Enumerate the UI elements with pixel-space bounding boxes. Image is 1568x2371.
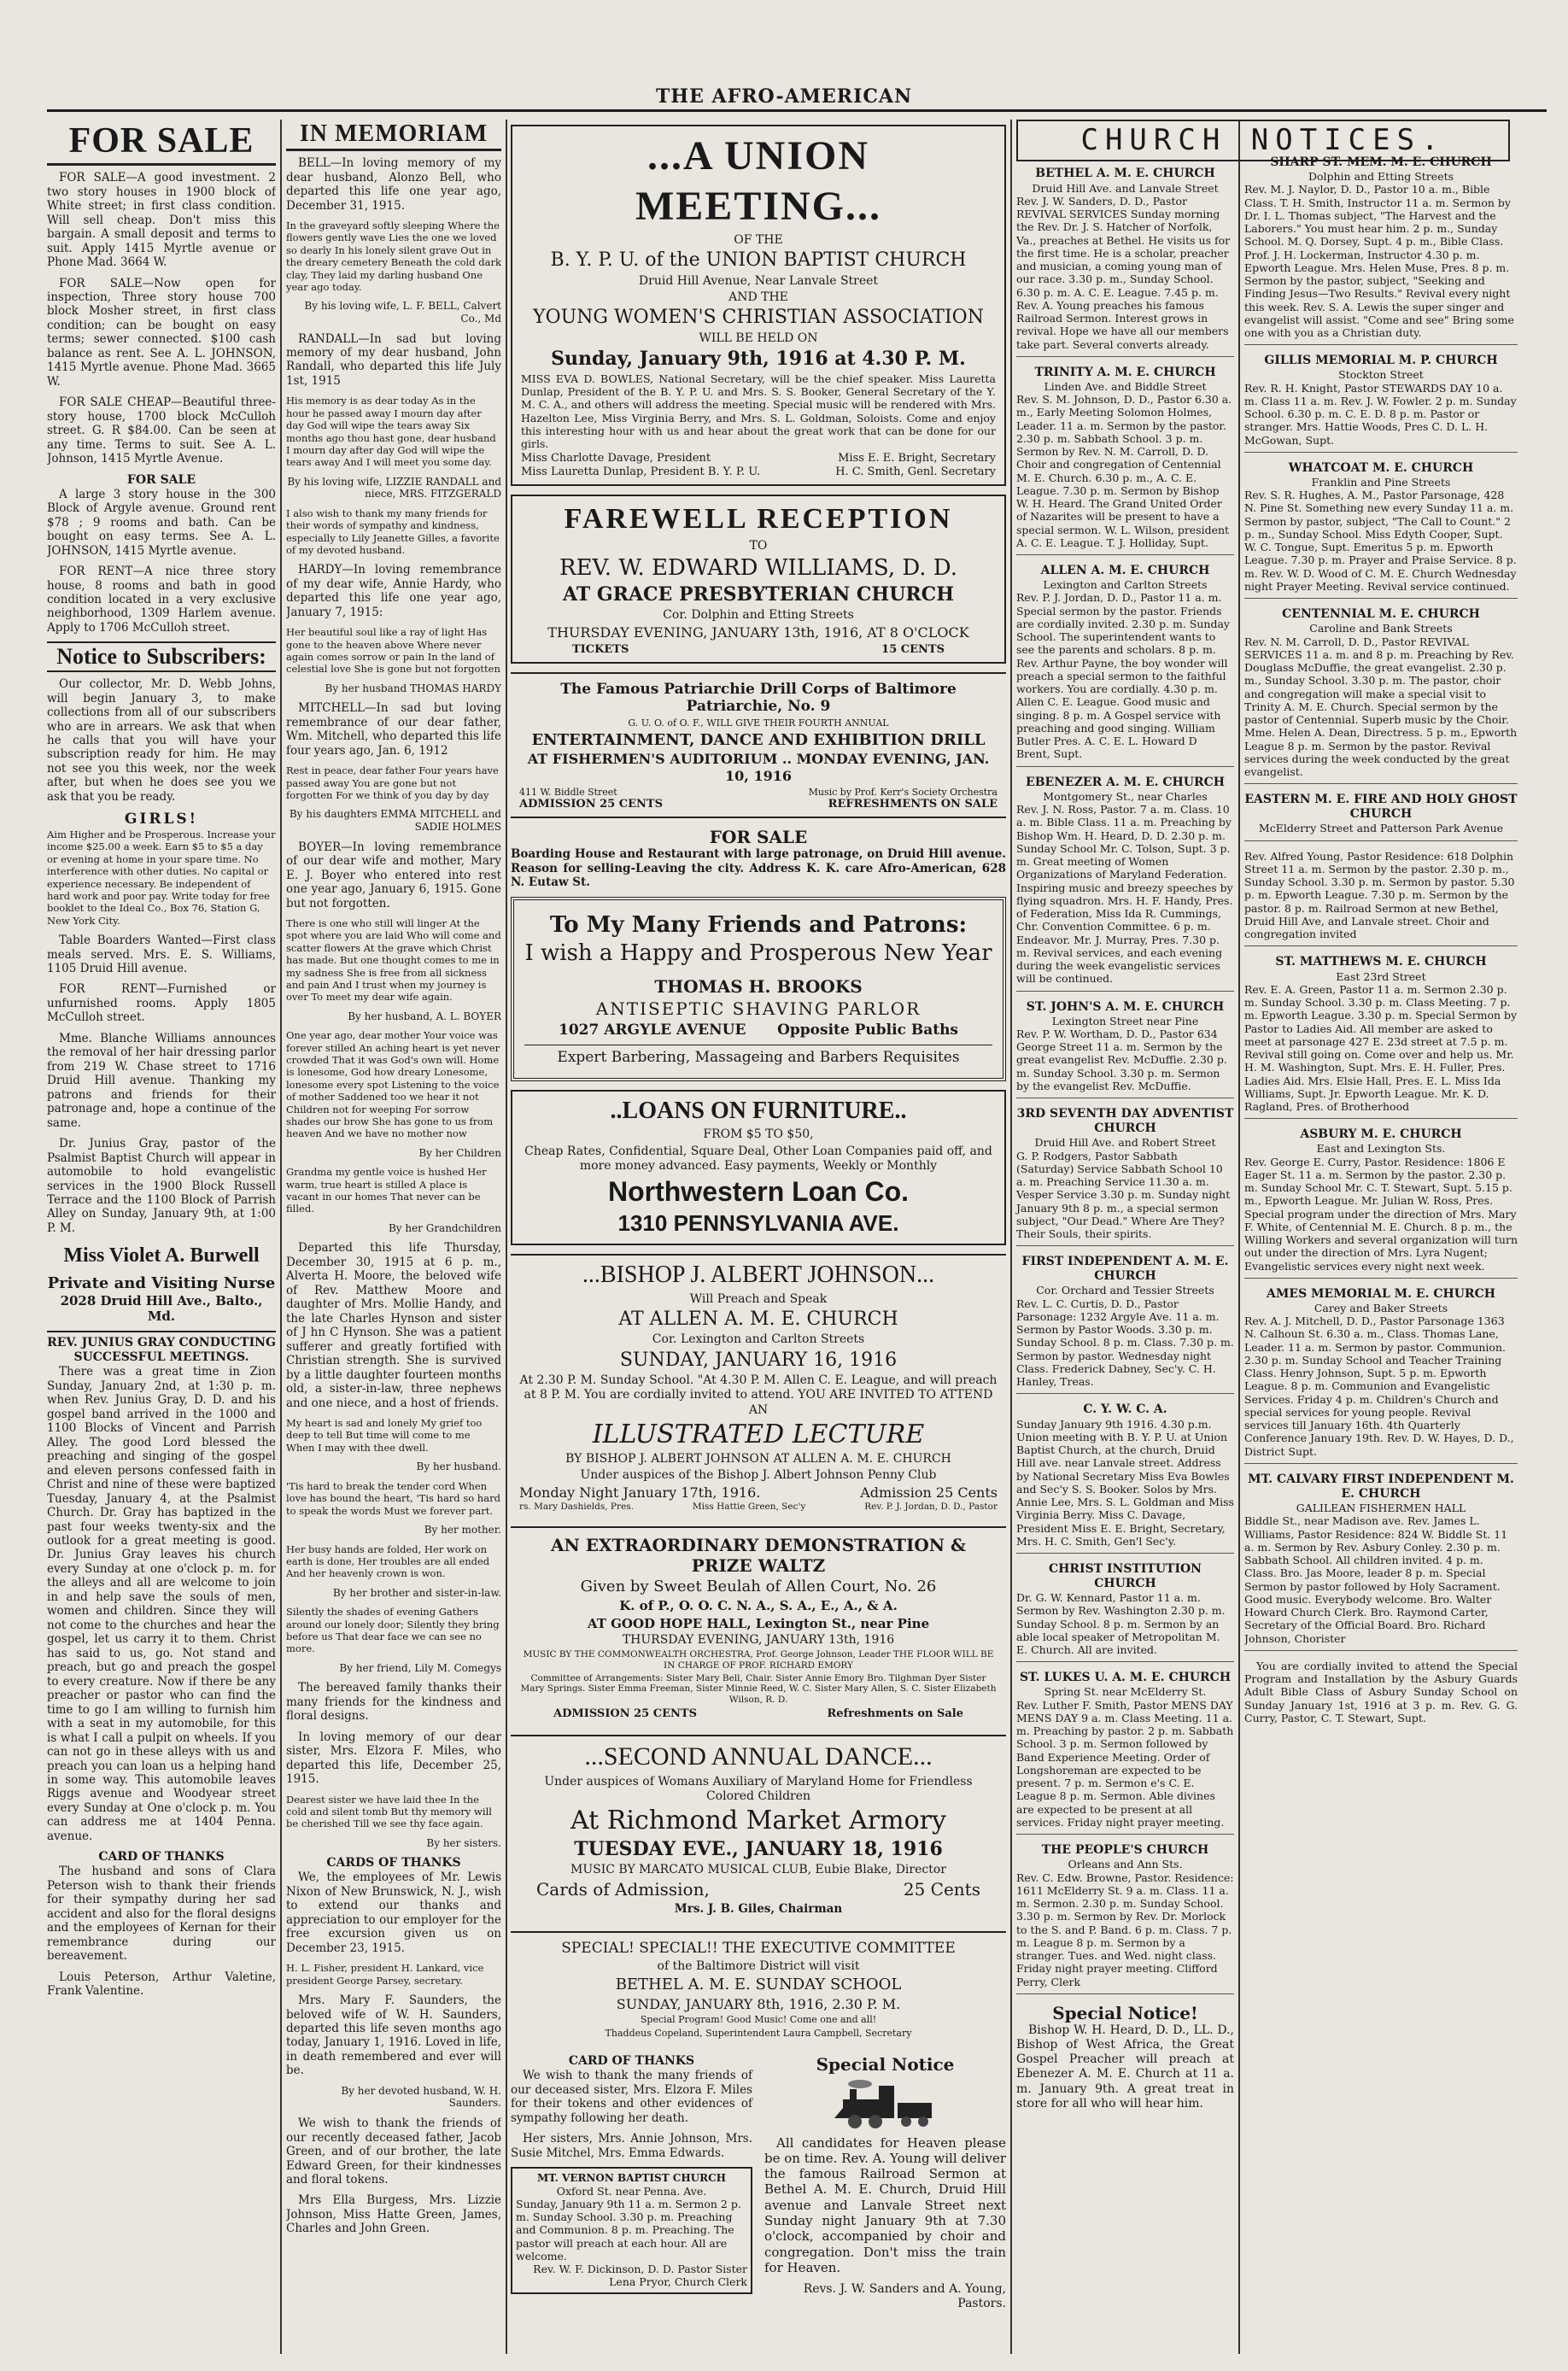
church-body: Rev. R. H. Knight, Pastor STEWARDS DAY 10 a. m. Class 11 a. m. Rev. J. W. Fowler. 2 p. m. Sunday School. 6.30 p. m. C. E. D. 8 p. m. Pastor or stranger. Mrs. Hattie Woods, Pres C. D. L. H. McGowan, Supt. — [1244, 381, 1517, 447]
church-body: Rev. P. W. Wortham, D. D., Pastor 634 George Street 11 a. m. Sermon by the great evangelist Rev. McDuffie. 2.30 p. m. Sunday School. 3.30 p. m. Sermon by the evangelist Rev. McDuffie. — [1016, 1027, 1227, 1092]
church-address: Caroline and Bank Streets — [1309, 622, 1453, 635]
church-entry — [1244, 850, 1518, 947]
sale-heading: FOR SALE — [709, 826, 808, 847]
dance-price: 25 Cents — [903, 1879, 980, 1900]
farewell-date: THURSDAY EVENING, JANUARY 13th, 1916, AT 8 O'CLOCK — [547, 624, 969, 641]
church-body: Sunday January 9th 1916. 4.30 p.m. Union meeting with B. Y. P. U. at Union Baptist Church, at the church, Druid Hill ave. near Lanvale street. Address by National Secretary Miss Eva Bowles and Sec'y S. S. Booker. Solos by Mrs. Annie Lee, Mrs. S. L. Goldman and Miss Virginia Berry. Miss C. Davage, President Miss E. E. Bright, Secretary, Mrs. H. C. Smith, Gen'l Sec'y. — [1016, 1417, 1234, 1548]
church-name: ST. LUKES U. A. M. E. CHURCH — [1019, 1671, 1232, 1685]
church-entry — [1244, 793, 1518, 840]
church-entry — [1016, 167, 1234, 356]
thanks-signature: H. L. Fisher, president H. Lankard, vice president George Parsey, secretary. — [286, 1962, 484, 1987]
dance-place: At Richmond Market Armory — [570, 1805, 946, 1835]
union-address: Druid Hill Avenue, Near Lanvale Street — [638, 274, 879, 288]
memoriam-verse: Her beautiful soul like a ray of light Has gone to the heaven above Where never again comes sorrow or pain In the land of celestial love She is gone but not forgotten — [286, 626, 500, 676]
church-body: Rev. Luther F. Smith, Pastor MENS DAY MENS DAY 9 a. m. Class Meeting. 11 a. m. Preaching by pastor. 2 p. m. Sabbath School. 3 p. m. Sermon followed by Band Experience Meeting. Order of Longshoreman are expected to be present. 7 p. m. Sermon e's C. E. League 8 p. m. Sermon. Able divines are expected to be present at all services. Friday night prayer meeting. — [1016, 1698, 1234, 1829]
column-church-notices-2 — [1244, 155, 1518, 2354]
brooks-name: THOMAS H. BROOKS — [654, 976, 863, 998]
church-body: Rev. S. R. Hughes, A. M., Pastor Parsonage, 428 N. Pine St. Something new every Sunday 11 a. m. Sermon by pastor, subject, "The Call to Count." 2 p. m., Sunday School. Miss Edyth Cooper, Supt. W. C. Tongue, Supt. Emeritus 5 p. m. Epworth League. 7.30 p. m. Prayer and Praise Service. 8 p. m. Rev. W. D. Wood of C. M. E. Church Wednesday night Prayer Meeting. Revival service continued. — [1244, 489, 1517, 593]
thanks-body: We wish to thank the friends of our recently deceased father, Jacob Green, and of our brother, the late Edward Green, for their kindnesses and floral tokens. — [286, 2116, 501, 2187]
brooks-ad — [511, 897, 1006, 1082]
farewell-title: FAREWELL RECEPTION — [564, 503, 953, 536]
church-body: Biddle St., near Madison ave. Rev. James L. Williams, Pastor Residence: 824 W. Biddle St. 11 a. m. Sermon by Rev. Asbury Conley. 2.30 p. m. Sabbath School. All children invited. 4 p. m. Class. Bro. Jas Moore, leader 8 p. m. Special Sermon by pastor followed by Holy Sacrament. Good music. Everybody welcome. Bro. Walter Howard Church Clerk. Bro. Raymond Carter, Secretary of the Official Board. Bro. Richard Johnson, Chorister — [1244, 1514, 1508, 1645]
card-body: We wish to thank the many friends of our deceased sister, Mrs. Elzora F. Miles for their tokens and other evidences of sympathy following her death. — [511, 2069, 752, 2125]
church-entry — [1016, 366, 1234, 555]
union-meeting-ad — [511, 125, 1006, 486]
top-rule — [47, 109, 1547, 112]
union-sig: Miss Lauretta Dunlap, President B. Y. P. U. — [521, 465, 761, 479]
union-sig: H. C. Smith, Genl. Secretary — [835, 465, 996, 479]
sale-body: Boarding House and Restaurant with large patronage, on Druid Hill avenue. Reason for selling-Leaving the city. Address K. K. care Afro-American, 628 N. Eutaw St. — [511, 847, 1006, 890]
church-entry — [1016, 1562, 1234, 1662]
church-address: Cor. Orchard and Tessier Streets — [1036, 1284, 1214, 1297]
church-name: ALLEN A. M. E. CHURCH — [1040, 564, 1210, 578]
church-name: FIRST INDEPENDENT A. M. E. CHURCH — [1021, 1255, 1229, 1284]
vernon-body: Sunday, January 9th 11 a. m. Sermon 2 p. m. Sunday School. 3.30 p. m. Preaching and Communion. 8 p. m. Preaching. The pastor will preach at each hour. All are welcome. — [516, 2197, 741, 2263]
church-address: Stockton Street — [1338, 368, 1424, 382]
church-notices-header: CHURCH NOTICES. — [1016, 120, 1510, 161]
church-name: SHARP ST. MEM. M. E. CHURCH — [1270, 155, 1492, 169]
special-notice — [764, 2054, 1006, 2318]
bishop-title: ...BISHOP J. ALBERT JOHNSON... — [582, 1262, 935, 1289]
memoriam-note: I also wish to thank my many friends for their words of sympathy and kindness, especially to Lily Jeanette Gilles, a favorite of my devoted husband. — [286, 506, 500, 557]
church-entry — [1244, 461, 1518, 599]
church-body: Rev. L. C. Curtis, D. D., Pastor Parsonage: 1232 Argyle Ave. 11 a. m. Sermon by Pastor Woods. 3.30 p. m. Sunday School. 8 p. m. Class. 7.30 p. m. Sermon by pastor. Wednesday night Class. Frederick Dabney, Sec'y. C. H. Hanley, Treas. — [1016, 1297, 1234, 1389]
farewell-price: 15 CENTS — [881, 642, 945, 656]
union-org: B. Y. P. U. of the UNION BAPTIST CHURCH — [550, 249, 967, 272]
church-entry — [1016, 776, 1234, 992]
church-name: AMES MEMORIAL M. E. CHURCH — [1267, 1286, 1495, 1301]
nurse-title: Private and Visiting Nurse — [47, 1273, 276, 1292]
brooks-line2: I wish a Happy and Prosperous New Year — [524, 940, 992, 967]
bishop-address: Cor. Lexington and Carlton Streets — [652, 1332, 865, 1347]
card-title: CARD OF THANKS — [568, 2054, 695, 2069]
church-list — [1244, 155, 1518, 1651]
church-entry — [1016, 1255, 1234, 1394]
memoriam-verse: Rest in peace, dear father Four years have passed away You are gone but not forgotten For we think of you day by day — [286, 764, 499, 802]
church-entry — [1244, 155, 1518, 345]
church-entry — [1244, 955, 1518, 1119]
bishop-auspices: Under auspices of the Bishop J. Albert Johnson Penny Club — [580, 1468, 937, 1483]
dance-cards: Cards of Admission, — [536, 1879, 710, 1900]
church-address: Lexington Street near Pine — [1051, 1014, 1199, 1027]
memoriam-signature: By her devoted husband, W. H. Saunders. — [341, 2084, 501, 2110]
memoriam-signature: By his loving wife, LIZZIE RANDALL and niece, MRS. FITZGERALD — [287, 475, 501, 501]
memoriam-verse: His memory is as dear today As in the hour he passed away I mourn day after day God will wipe the tears away Six months ago thou hast gone, dear husband I mourn day after day God will wipe the tears away And I will meet you some day. — [286, 395, 496, 469]
waltz-place: AT GOOD HOPE HALL, Lexington St., near Pine — [587, 1615, 930, 1631]
notice-body: All candidates for Heaven please be on time. Rev. A. Young will deliver the famous Railroad Sermon at Bethel A. M. E. Church, Druid Hill avenue and Lanvale Street next Sunday night January 9th at 7.30 o'clock, accompanied by choir and congregation. Don't miss the train for Heaven. — [764, 2134, 1006, 2275]
memoriam-heading: IN MEMORIAM — [286, 120, 501, 151]
church-entry — [1016, 1402, 1234, 1554]
column-events — [511, 120, 1006, 2354]
loans-from: FROM $5 TO $50, — [703, 1127, 814, 1142]
church-address: Montgomery St., near Charles — [1043, 789, 1208, 803]
bishop-sig: Miss Hattie Green, Sec'y — [692, 1501, 806, 1512]
bishop-date: SUNDAY, JANUARY 16, 1916 — [619, 1349, 898, 1371]
church-name: EBENEZER A. M. E. CHURCH — [1026, 775, 1225, 789]
special-sig: Thaddeus Copeland, Superintendent Laura Campbell, Secretary — [605, 2027, 912, 2039]
church-name: CENTENNIAL M. E. CHURCH — [1282, 607, 1480, 622]
dance-title: ...SECOND ANNUAL DANCE... — [584, 1742, 933, 1771]
classified-ad: FOR SALE CHEAP—Beautiful three-story house, 1700 block McCulloh street. G. R $84.00. Can be seen at any time. Terms to suit. See A. L. Johnson, 1415 Myrtle Avenue. — [47, 395, 276, 466]
classified-ad: FOR RENT—Furnished or unfurnished rooms. Apply 1805 McCulloh street. — [47, 982, 276, 1025]
special-notice-title: Special Notice! — [1052, 2002, 1198, 2023]
article-headline: REV. JUNIUS GRAY CONDUCTING SUCCESSFUL MEETINGS. — [47, 1331, 276, 1365]
loans-body: Cheap Rates, Confidential, Square Deal, Other Loan Companies paid off, and more money advanced. Easy payments, Weekly or Monthly — [524, 1144, 992, 1173]
church-entry — [1244, 1472, 1518, 1651]
memoriam-verse: My heart is sad and lonely My grief too deep to tell But time will come to me When I may with thee dwell. — [286, 1417, 483, 1454]
dance-auspices: Under auspices of Womans Auxiliary of Maryland Home for Friendless Colored Children — [544, 1774, 973, 1803]
church-body: Rev. P. J. Jordan, D. D., Pastor 11 a. m. Special sermon by the pastor. Friends are cordially invited. 2.30 p. m. Sunday School. The superintendent wants to see the parents and scholars. 8 p. m. Rev. Arthur Payne, the boy wonder will preach a special sermon to the faithful workers. You are cordially. 4.30 p. m. Allen C. E. League. Good music and singing. 8 p. m. A Gospel service with preaching and good singing. William Butler Pres. A. C. E. L. Howard D Brent, Supt. — [1016, 591, 1230, 761]
thanks-body: We, the employees of Mr. Lewis Nixon of New Brunswick, N. J., wish to extend our thanks and appreciation to our employer for the free excursion given us on December 23, 1915. — [286, 1870, 501, 1955]
thanks-heading: CARDS OF THANKS — [326, 1856, 461, 1870]
church-entry — [1244, 607, 1518, 784]
church-body: Rev. E. A. Green, Pastor 11 a. m. Sermon 2.30 p. m. Sunday School. 3.30 p. m. Class Meeting. 7 p. m. Epworth League. 3.30 p. m. Special Sermon by Pastor to Ladies Aid. All member are asked to meet at parsonage 427 E. 23d street at 7.5 p. m. Revival still going on. Come over and help us. Mr. H. M. Washington, Supt. Mrs. E. H. Fuller, Pres. Ladies Aid. Mrs. Elsie Hall, Pres. E. L. Miss Ida Williams, Supt. Jr. Epworth League. Mr. K. D. Ragland, Pres. of Brotherhood — [1244, 982, 1518, 1114]
waltz-date: THURSDAY EVENING, JANUARY 13th, 1916 — [622, 1633, 895, 1647]
article-body: There was a great time in Zion Sunday, January 2nd, at 1:30 p. m. when Rev. Junius Gray, D. D. and his gospel band arrived in the 1000 and 1100 Blocks of Vincent and Parrish Alley. The good Lord blessed the preaching and singing of the gospel and eleven persons confessed faith in Christ and nine of these were baptized Tuesday, January 4, at the Psalmist Church. Dr. Gray has baptized in the past four weeks twenty-six and the outlook for a great meeting is good. Dr. Junius Gray leaves his church every Sunday at one o'clock p. m. for the alleys and all are welcome to join in and help save the souls of men, women and children. Since they will not come to the churches and hear the gospel, let us carry it to them. Christ has said to us, go. Not stand and preach, but go and preach the gospel to every creature. Now if there be any preacher or pastor who can find the time to go I am willing to furnish him with a seat in my automobile, for this is what I call a pulpit on wheels. If you can not go in these alleys with us and preach you can loan us a helping hand in some way. This automobile leaves Riggs avenue and Woodyear street every Sunday at One o'clock p. m. You can address me at 1404 Penna. avenue. — [47, 1365, 276, 1843]
waltz-order: K. of P., O. O. C. N. A., S. A., E., A., & A. — [619, 1598, 898, 1614]
classified-ad: A large 3 story house in the 300 Block of Argyle avenue. Ground rent $78 ; 9 rooms and bath. Can be bought on easy terms. See A. L. JOHNSON, 1415 Myrtle avenue. — [47, 487, 276, 558]
memoriam-verse: Her busy hands are folded, Her work on earth is done, Her troubles are all ended And her heavenly crown is won. — [286, 1543, 490, 1580]
drill-refreshments: REFRESHMENTS ON SALE — [828, 797, 998, 811]
church-body: Rev. J. W. Sanders, D. D., Pastor REVIVAL SERVICES Sunday morning the Rev. Dr. J. S. Hatcher of Norfolk, Va., preaches at Bethel. He visits us for the first time. He is a scholar, preacher and musician, a coming young man of our race. 3.30 p. m., Sunday School. 6.30 p. m. A. C. E. League. 7.45 p. m. Rev. A. Young preaches his famous Railroad Sermon. Interest grows in revival. Hope we have all our members take part. Several converts already. — [1016, 194, 1231, 351]
church-entry — [1244, 1127, 1518, 1279]
dance-date: TUESDAY EVE., JANUARY 18, 1916 — [574, 1838, 943, 1861]
church-body: Rev. A. J. Mitchell, D. D., Pastor Parsonage 1363 N. Calhoun St. 6.30 a. m., Class. Thomas Lane, Leader. 11 a. m. Sermon by pastor. Communion. 2.30 p. m. Sunday School and Teacher Training Class. Henry Johnson, Supt. 5 p. m. Epworth League. 8 p. m. Communion and Evangelistic Services. Friday 4 p. m. Children's Church and special services for young people. Revival services till January 16th. 4th Quarterly Conference January 19th. Rev. D. W. Hayes, D. D., District Supt. — [1244, 1314, 1514, 1458]
church-address: East 23rd Street — [1336, 969, 1426, 983]
special-sub: of the Baltimore District will visit — [657, 1958, 860, 1973]
church-entry — [1016, 1671, 1234, 1835]
notice-signature: Revs. J. W. Sanders and A. Young, Pastors. — [803, 2282, 1006, 2311]
church-entry — [1244, 1287, 1518, 1464]
drill-event: ENTERTAINMENT, DANCE AND EXHIBITION DRILL — [531, 730, 986, 749]
church-entry — [1016, 564, 1234, 767]
memoriam-signature: By her friend, Lily M. Comegys — [339, 1661, 501, 1674]
loans-name: Northwestern Loan Co. — [607, 1175, 909, 1207]
memoriam-verse: Silently the shades of evening Gathers around our lonely door; Silently they bring before us That dear face we can see no more. — [286, 1606, 500, 1655]
waltz-title: AN EXTRAORDINARY DEMONSTRATION & PRIZE WALTZ — [550, 1534, 967, 1577]
church-address: Spring St. near McElderry St. — [1044, 1685, 1207, 1699]
classified-heading: FOR SALE — [126, 472, 196, 487]
union-date: Sunday, January 9th, 1916 at 4.30 P. M. — [551, 348, 966, 371]
waltz-committee: Committee of Arrangements: Sister Mary Bell, Chair. Sister Annie Emory Bro. Tilghman Dyer Sister Mary Springs. Sister Emma Freeman, Sister Minnie Reed, W. C. Sister Mary Allen, S. C. Sister Elizabeth Wilson, R. D. — [520, 1672, 997, 1706]
memoriam-entry: BELL—In loving memory of my dear husband, Alonzo Bell, who departed this life one year ago, December 31, 1915. — [286, 156, 501, 213]
classified-ad: Table Boarders Wanted—First class meals served. Mrs. E. S. Williams, 1105 Druid Hill avenue. — [47, 934, 276, 975]
church-entry — [1016, 1843, 1234, 1994]
church-body: Rev. J. N. Ross, Pastor. 7 a. m. Class. 10 a. m. Bible Class. 11 a. m. Preaching by Bishop Wm. H. Heard, D. D. 2.30 p. m. Sunday School Mr. C. Tolson, Supt. 3 p. m. Great meeting of Women Organizations of Maryland Federation. Inspiring music and breezy speeches by flying squadron. Mrs. H. F. Handy, Pres. of Federation, Miss Ida R. Cummings, Chr. Convention Committee. 6 p. m. Endeavor. Mr. J. Murray, Pres. 7.30 p. m. Revival services, and each evening during the week evangelistic services will be continued. — [1016, 803, 1233, 986]
drill-admission: ADMISSION 25 CENTS — [519, 797, 663, 811]
dance-ad — [511, 1735, 1006, 1923]
classified-ad: FOR RENT—A nice three story house, 8 rooms and bath in good condition located in a very exclusive neighborhood, 1309 Harlem avenue. Apply to 1706 McCulloh street. — [47, 565, 276, 635]
church-body: Rev. N. M. Carroll, D. D., Pastor REVIVAL SERVICES 11 a. m. and 8 p. m. Preaching by Rev. Douglass McDuffie, the great evangelist. 2.30 p. m., Sunday School. 3.30 p. m. The pastor, choir and congregation will make a special visit to Trinity A. M. E. Church. Special sermon by the pastor of Centennial. Superb music by the Choir. Mme. Helen A. Dean, Directress. 5 p. m., Epworth League 8 p. m. Sermon by the pastor. Revival services during the week conducted by the great evangelist. — [1244, 635, 1518, 779]
union-body: MISS EVA D. BOWLES, National Secretary, will be the chief speaker. Miss Lauretta Dunlap, President of the B. Y. P. U. and Mrs. S. S. Booker, General Secretary of the Y. M. C. A., and others will address the meeting. Special music will be rendered with Mrs. Hazelton Lee, Miss Virginia Berry, and Mrs. S. L. Goldman, Soloists. Come and enjoy this interesting hour with us and hear about the great work that can be done for our girls. — [521, 372, 996, 451]
memoriam-verse: There is one who still will linger At the spot where you are laid Who will come and scatter flowers At the grave which Christ has made. But one thought comes to me in my sadness She is free from all sickness and pain And I trust when my journey is over To meet my dear wife again. — [286, 917, 501, 1004]
memoriam-entry: MITCHELL—In sad but loving remembrance of our dear father, Wm. Mitchell, who departed this life four years ago, Jan. 6, 1912 — [286, 701, 501, 758]
church-body: Rev. S. M. Johnson, D. D., Pastor 6.30 a. m., Early Meeting Solomon Holmes, Leader. 11 a. m. Sermon by the pastor. 2.30 p. m. Sabbath School. 3 p. m. Sermon by Rev. N. M. Carroll, D. D. Choir and congregation of Centennial M. E. Church. 6.30 p. m., A. C. E. League. 7.30 p. m. Sermon by Bishop W. H. Heard. The Grand United Order of Nazarites will be present to have a special sermon. W. L. Wilson, president A. C. E. League. T. J. Holliday, Supt. — [1016, 393, 1232, 549]
church-name: ST. JOHN'S A. M. E. CHURCH — [1026, 999, 1225, 1014]
memoriam-signature: By her husband THOMAS HARDY — [325, 682, 501, 694]
card-signature: Her sisters, Mrs. Annie Johnson, Mrs. Susie Mitchel, Mrs. Emma Edwards. — [511, 2132, 752, 2160]
bishop-sig: Rev. P. J. Jordan, D. D., Pastor — [864, 1501, 998, 1512]
memoriam-verse: In the graveyard softly sleeping Where the flowers gently wave Lies the one we loved so dearly In his lonely silent grave Out in the dreary cemetery Beneath the cold dark clay, They laid my darling husband One year ago today. — [286, 220, 501, 293]
church-body: Rev. George E. Curry, Pastor. Residence: 1806 E Eager St. 11 a. m. Sermon by the pastor. 2.30 p. m. Sunday School Mr. C. T. Stewart, Supt. 5.15 p. m., Epworth League. Mr. Julian W. Ross, Pres. Special program under the direction of Mrs. Mary F. White, of Centennial M. E. Church. 8 p. m., the Willing Workers and several organization will turn out under the direction of Mrs. Lyra Nugent; Evangelistic services every night next week. — [1244, 1155, 1518, 1273]
notice-title: Special Notice — [816, 2054, 955, 2075]
column-divider — [280, 120, 282, 2354]
memoriam-entry: Departed this life Thursday, December 30, 1915 at 6 p. m., Alverta H. Moore, the beloved wife of Rev. Matthew Moore and daughter of Mrs. Mollie Handy, and the late Charles Hynson and sister of J hn C Hynson. She was a patient sufferer and greatly fortified with Christian strength. She is survived by a little daughter fourteen months old, a sister-in-law, three nephews and one niece, and a host of friends. — [286, 1241, 501, 1410]
train-icon — [834, 2079, 937, 2132]
dance-chairman: Mrs. J. B. Giles, Chairman — [674, 1901, 843, 1916]
loans-ad — [511, 1090, 1006, 1245]
thanks-signature: Louis Peterson, Arthur Valetine, Frank Valentine. — [47, 1970, 276, 1999]
church-entry — [1016, 1000, 1234, 1099]
brooks-opposite: Opposite Public Baths — [777, 1021, 958, 1039]
nurse-name: Miss Violet A. Burwell — [63, 1244, 260, 1267]
farewell-name: REV. W. EDWARD WILLIAMS, D. D. — [559, 554, 957, 581]
church-address: Carey and Baker Streets — [1313, 1301, 1448, 1314]
church-name: 3RD SEVENTH DAY ADVENTIST CHURCH — [1016, 1107, 1234, 1136]
farewell-place: AT GRACE PRESBYTERIAN CHURCH — [563, 583, 954, 606]
church-address: Druid Hill Ave. and Robert Street — [1034, 1136, 1216, 1150]
union-title: ...A UNION MEETING... — [635, 133, 882, 229]
notice-heading: Notice to Subscribers: — [47, 641, 276, 672]
special-date: SUNDAY, JANUARY 8th, 1916, 2.30 P. M. — [616, 1995, 901, 2012]
memoriam-signature: By her Children — [418, 1146, 501, 1159]
bishop-body: At 2.30 P. M. Sunday School. "At 4.30 P. M. Allen C. E. League, and will preach at 8 P. M. You are cordially invited to attend. YOU ARE INVITED TO ATTEND AN — [519, 1373, 998, 1417]
notice-text: Our collector, Mr. D. Webb Johns, will begin January 3, to make collections from all of our subscribers who are in arrears. We ask that when he calls that you will have your subscription ready for him. He may not see you this week, nor the week after, but when he does see you we ask that you be ready. — [47, 677, 276, 804]
memoriam-signature: By her Grandchildren — [388, 1221, 501, 1234]
special-sig: Special Program! Good Music! Come one and all! — [640, 2014, 877, 2026]
memoriam-verse: Grandma my gentle voice is hushed Her warm, true heart is stilled A place is vacant in our homes That never can be filled. — [286, 1166, 487, 1215]
church-address: Dolphin and Etting Streets — [1308, 170, 1454, 184]
memoriam-entry: RANDALL—In sad but loving memory of my dear husband, John Randall, who departed this life July 1st, 1915 — [286, 331, 501, 388]
thanks-body: The husband and sons of Clara Peterson wish to thank their friends for their sympathy during her sad accident and also for the floral designs and the employees of Kernan for their remembrance during our bereavement. — [47, 1865, 276, 1964]
classified-ad: Mme. Blanche Williams announces the removal of her hair dressing parlor from 219 W. Chase street to 1716 Druid Hill avenue. Thanking my patrons and friends for their patronage and, hope a continue of the same. — [47, 1031, 276, 1130]
memoriam-signature: By her husband, A. L. BOYER — [348, 1010, 501, 1022]
special-notice-body: Bishop W. H. Heard, D. D., LL. D., Bishop of West Africa, the Great Gospel Preacher will preach at Ebenezer A. M. E. Church at 11 a. m. January 9th. A great treat in store for all who will hear him. — [1016, 2023, 1234, 2110]
column-divider — [506, 120, 507, 2354]
church-address: Franklin and Pine Streets — [1311, 475, 1451, 489]
church-name: TRINITY A. M. E. CHURCH — [1034, 365, 1216, 379]
bishop-place: AT ALLEN A. M. E. CHURCH — [618, 1308, 898, 1330]
bishop-sig: rs. Mary Dashields, Pres. — [519, 1501, 634, 1512]
nurse-address: 2028 Druid Hill Ave., Balto., Md. — [60, 1292, 263, 1324]
memoriam-note: The bereaved family thanks their many friends for the kindness and floral designs. — [286, 1681, 501, 1724]
farewell-address: Cor. Dolphin and Etting Streets — [663, 608, 854, 623]
final-note: You are cordially invited to attend the Special Program and Installation by the Asbury Guards Adult Bible Class of Asbury Sunday School on Sunday January 1st, 1916 at 3 p. m. Rev. G. G. Curry, Pastor, C. T. Stewart, Supt. — [1244, 1659, 1518, 1724]
drill-music: Music by Prof. Kerr's Society Orchestra — [808, 786, 998, 798]
church-address: Orleans and Ann Sts. — [1068, 1858, 1183, 1871]
classified-ad: Dr. Junius Gray, pastor of the Psalmist Baptist Church will appear in automobile to hold evangelistic services in the 1900 Block Russell Terrace and the 1100 Block of Parrish Alley on Sunday, January 9th, at 1:00 P. M. — [47, 1137, 276, 1235]
drill-address: 411 W. Biddle Street — [519, 786, 617, 798]
church-name: THE PEOPLE'S CHURCH — [1041, 1843, 1209, 1858]
special-ad — [511, 1931, 1006, 2046]
memoriam-entry: Mrs. Mary F. Saunders, the beloved wife of W. H. Saunders, departed this life seven months ago today, January 1, 1916. Loved in life, in death remembered and ever will be. — [286, 1993, 501, 2078]
union-sig: Miss Charlotte Davage, President — [521, 452, 711, 465]
farewell-to: TO — [749, 538, 768, 553]
memoriam-signature: By her husband. — [416, 1461, 501, 1473]
vernon-notice — [511, 2167, 752, 2294]
church-address: Druid Hill Ave. and Lanvale Street — [1032, 181, 1219, 195]
dance-music: MUSIC BY MARCATO MUSICAL CLUB, Eubie Blake, Director — [570, 1863, 946, 1877]
church-address: Lexington and Carlton Streets — [1043, 578, 1208, 592]
bishop-by: BY BISHOP J. ALBERT JOHNSON AT ALLEN A. M. E. CHURCH — [565, 1452, 951, 1467]
thanks-signature: Mrs Ella Burgess, Mrs. Lizzie Johnson, Miss Hatte Green, James, Charles and John Green. — [286, 2193, 501, 2236]
memoriam-entry: HARDY—In loving remembrance of my dear wife, Annie Hardy, who departed this life one year ago, January 7, 1915: — [286, 563, 501, 619]
brooks-address: 1027 ARGYLE AVENUE — [559, 1021, 746, 1039]
memoriam-verse: Dearest sister we have laid thee In the cold and silent tomb But thy memory will be cherished Till we see thy face again. — [286, 1793, 492, 1830]
brooks-parlor: ANTISEPTIC SHAVING PARLOR — [595, 998, 921, 1020]
memoriam-signature: By her mother. — [424, 1523, 501, 1536]
girls-ad: Aim Higher and be Prosperous. Increase your income $25.00 a week. Earn $5 to $5 a day or evening at home in your spare time. No interference with other duties. No capital or experience necessary. Be independent of hard work and poor pay. Write today for free booklet to the Ideal Co., Box 76, Station G, New York City. — [47, 828, 276, 927]
drill-ad — [511, 672, 1006, 818]
memoriam-signature: By her brother and sister-in-law. — [332, 1586, 501, 1599]
classified-ad: FOR SALE—Now open for inspection, Three story house 700 block Mosher street, in first class condition; can be bought on easy terms; sewer connected. $100 cash balance as rent. See A. L. JOHNSON, 1415 Myrtle avenue. Phone Mad. 3665 W. — [47, 276, 276, 389]
farewell-tickets: TICKETS — [572, 642, 629, 656]
church-name: CHRIST INSTITUTION CHURCH — [1049, 1562, 1202, 1591]
union-sig: Miss E. E. Bright, Secretary — [838, 452, 996, 465]
column-classifieds — [47, 120, 276, 2354]
church-name: MT. CALVARY FIRST INDEPENDENT M. E. CHURCH — [1248, 1472, 1514, 1502]
bishop-lecture: ILLUSTRATED LECTURE — [592, 1419, 925, 1449]
girls-heading: GIRLS! — [124, 811, 199, 828]
waltz-music: MUSIC BY THE COMMONWEALTH ORCHESTRA, Prof. George Johnson, Leader THE FLOOR WILL BE IN CHARGE OF PROF. RICHARD EMORY — [523, 1649, 994, 1671]
waltz-sub: Given by Sweet Beulah of Allen Court, No. 26 — [580, 1578, 937, 1596]
memoriam-signature: By his loving wife, L. F. BELL, Calvert Co., Md — [304, 300, 501, 325]
church-name: C. Y. W. C. A. — [1083, 1402, 1167, 1417]
memoriam-signature: By her sisters. — [426, 1836, 501, 1849]
church-name: GILLIS MEMORIAL M. P. CHURCH — [1264, 354, 1498, 368]
memoriam-entry: In loving memory of our dear sister, Mrs. Elzora F. Miles, who departed this life, December 25, 1915. — [286, 1730, 501, 1787]
church-address: East and Lexington Sts. — [1316, 1142, 1446, 1156]
bishop-night: Monday Night January 17th, 1916. — [519, 1484, 761, 1502]
vernon-title: MT. VERNON BAPTIST CHURCH — [536, 2172, 727, 2185]
vernon-signature: Rev. W. F. Dickinson, D. D. Pastor Sister Lena Pryor, Church Clerk — [533, 2263, 747, 2289]
masthead: THE AFRO-AMERICAN — [655, 85, 913, 108]
church-address: GALILEAN FISHERMEN HALL — [1296, 1502, 1466, 1515]
thanks-heading: CARD OF THANKS — [98, 1850, 225, 1865]
column-divider — [1010, 120, 1012, 2354]
farewell-ad — [511, 495, 1006, 664]
column-memoriam — [286, 120, 501, 2354]
church-name: ASBURY M. E. CHURCH — [1300, 1127, 1462, 1142]
church-address: Linden Ave. and Biddle Street — [1044, 379, 1207, 393]
waltz-admission: ADMISSION 25 CENTS — [553, 1707, 697, 1721]
bishop-ad — [511, 1254, 1006, 1517]
column-divider — [1238, 120, 1240, 2354]
drill-title: The Famous Patriarchie Drill Corps of Baltimore Patriarchie, No. 9 — [560, 680, 957, 716]
church-body: Rev. C. Edw. Browne, Pastor. Residence: 1611 McElderry St. 9 a. m. Class. 11 a. m. Sermon. 2.30 p. m. Sunday School. 3.30 p. m. Sermon by Rev. Dr. Morlock to the S. and P. Band. 6 p. m. Class. 7 p. m. League 8 p. m. Sermon by a stranger. Tues. and Wed. night class. Friday night prayer meeting. Clifford Perry, Clerk — [1016, 1870, 1234, 1988]
special-title: SPECIAL! SPECIAL!! THE EXECUTIVE COMMITTEE — [561, 1940, 956, 1958]
classified-ad: FOR SALE—A good investment. 2 two story houses in 1900 block of White street; in first class condition. Will sell cheap. Don't miss this bargain. A small deposit and terms to suit. Apply 1415 Myrtle avenue or Phone Mad. 3664 W. — [47, 171, 276, 270]
drill-place: AT FISHERMEN'S AUDITORIUM .. MONDAY EVENING, JAN. 10, 1916 — [527, 751, 990, 784]
bishop-sub: Will Preach and Speak — [689, 1291, 828, 1306]
memoriam-signature: By his daughters EMMA MITCHELL and SADIE HOLMES — [289, 808, 501, 834]
memoriam-verse: 'Tis hard to break the tender cord When love has bound the heart, 'Tis hard so hard to speak the words Must we forever part. — [286, 1479, 500, 1517]
drill-sub: G. U. O. of O. F., WILL GIVE THEIR FOURTH ANNUAL — [628, 717, 889, 729]
church-name: BETHEL A. M. E. CHURCH — [1035, 167, 1215, 181]
union-org2: YOUNG WOMEN'S CHRISTIAN ASSOCIATION — [533, 307, 984, 329]
union-held: WILL BE HELD ON — [699, 331, 818, 345]
church-name: ST. MATTHEWS M. E. CHURCH — [1275, 955, 1487, 969]
brooks-line1: To My Many Friends and Patrons: — [549, 911, 968, 938]
union-of: OF THE — [734, 233, 783, 248]
church-entry — [1016, 1107, 1234, 1246]
church-body: Rev. Alfred Young, Pastor Residence: 618 Dolphin Street 11 a. m. Sermon by the pastor. 2.30 p. m., Sunday School. 3.30 p. m. Sermon by pastor. 5.30 p. m. Epworth League. 7.30 p. m. Sermon by the pastor. 8 p. m. Railroad Sermon at new Bethel, Druid Hill Ave, and Lanvale street. Choir and congregation invited — [1244, 849, 1515, 941]
memoriam-entry: BOYER—In loving remembrance of our dear wife and mother, Mary E. J. Boyer who entered into rest one year ago, January 6, 1915. Gone but not forgotten. — [286, 840, 501, 910]
waltz-refreshments: Refreshments on Sale — [827, 1707, 963, 1721]
church-address: McElderry Street and Patterson Park Avenue — [1258, 822, 1504, 835]
memoriam-verse: One year ago, dear mother Your voice was forever stilled An aching heart is yet never crowded That it was God's own will. Home is lonesome, God how dreary Lonesome, lonesome every spot Listening to the voice of mother Saddened too we hear it not Children not for weeping For sorrow shades our brow She has gone to us from heaven And we have no mother now — [286, 1029, 500, 1140]
vernon-address: Oxford St. near Penna. Ave. — [556, 2184, 707, 2198]
bishop-admission: Admission 25 Cents — [860, 1484, 998, 1502]
loans-address: 1310 PENNSYLVANIA AVE. — [617, 1209, 899, 1236]
special-place: BETHEL A. M. E. SUNDAY SCHOOL — [615, 1975, 902, 1993]
church-body: Dr. G. W. Kennard, Pastor 11 a. m. Sermon by Rev. Washington 2.30 p. m. Sunday School. 8 p. m. Sermon by an able local speaker of Metropolitan M. E. Church. All are invited. — [1016, 1591, 1226, 1657]
church-name: EASTERN M. E. FIRE AND HOLY GHOST CHURCH — [1244, 793, 1518, 822]
church-entry — [1244, 354, 1518, 453]
church-body: G. P. Rodgers, Pastor Sabbath (Saturday) Service Sabbath School 10 a. m. Preaching Service 11.30 a. m. Vesper Service 3.30 p. m. Sunday night January 9th 8 p. m., a special sermon subject, "Our Dead." Where Are They? Their Souls, their spirits. — [1016, 1149, 1231, 1241]
waltz-ad — [511, 1526, 1006, 1726]
loans-title: ..LOANS ON FURNITURE.. — [610, 1098, 907, 1125]
card-of-thanks — [511, 2054, 752, 2318]
for-sale-heading: FOR SALE — [47, 120, 276, 166]
union-and: AND THE — [728, 290, 788, 305]
church-name: WHATCOAT M. E. CHURCH — [1288, 460, 1474, 475]
church-list — [1016, 167, 1234, 1993]
church-body: Rev. M. J. Naylor, D. D., Pastor 10 a. m., Bible Class. T. H. Smith, Instructor 11 a. m. Sermon by Dr. I. L. Thomas subject, "The Harvest and the Laborers." You must hear him. 2 p. m., Sunday School. M. Q. Dorsey, Supt. 4 p. m., Bible Class. Prof. J. H. Lockerman, Instructor 4.30 p. m. Epworth League. Mrs. Helen Muse, Pres. 8 p. m. Sermon by the pastor, subject, "Seeking and Finding Jesus—Two Results." Revival every night this week. Rev. S. A. Lewis the super singer and evangelist will assist. "Come and see" Bring some one with you as a Christian duty. — [1244, 183, 1514, 340]
brooks-tagline: Expert Barbering, Massageing and Barbers Requisites — [524, 1045, 992, 1067]
